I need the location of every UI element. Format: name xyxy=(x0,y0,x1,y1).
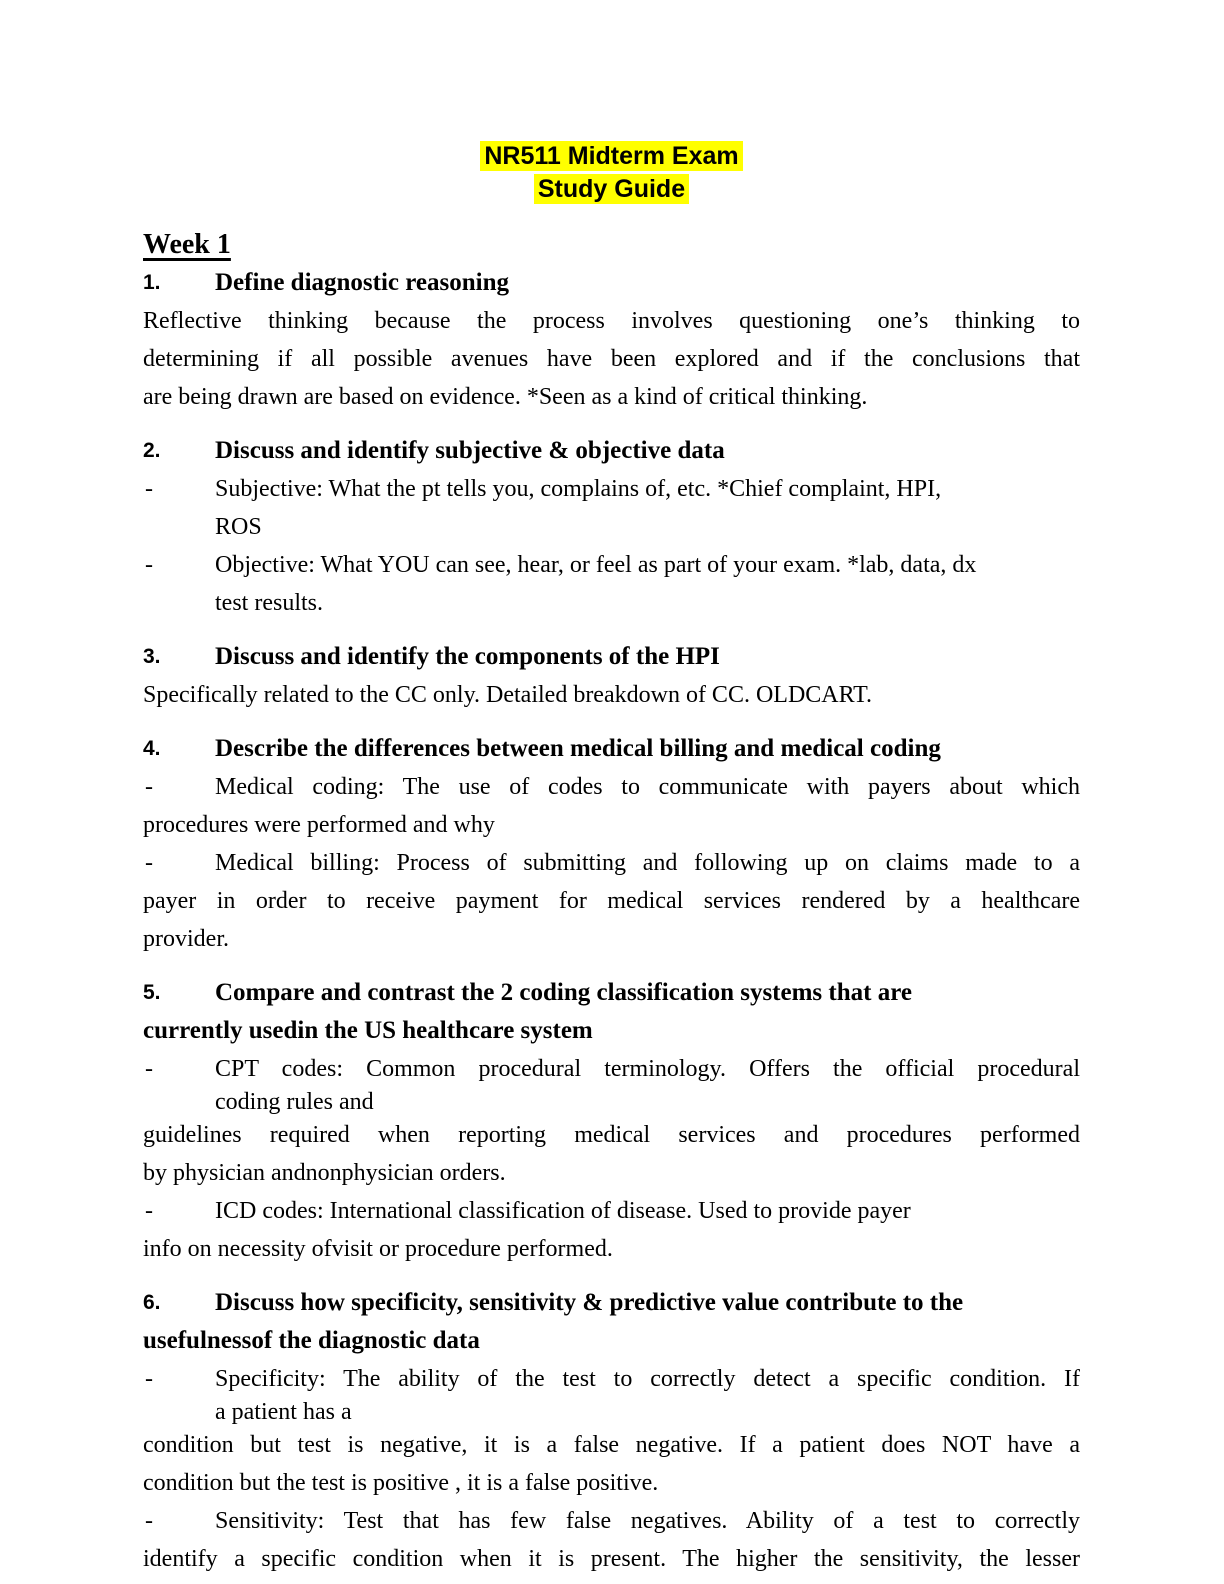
title-highlight-1: NR511 Midterm Exam xyxy=(480,141,742,171)
bullet-dash: - xyxy=(145,476,153,502)
line-text: determining if all possible avenues have been explored and if the conclusions that xyxy=(143,346,1080,372)
heading-text: Compare and contrast the 2 coding classification systems that are xyxy=(215,979,912,1006)
bullet-dash: - xyxy=(145,850,153,876)
text-line xyxy=(143,1426,1080,1464)
title-line-2 xyxy=(143,173,1080,206)
line-text: payer in order to receive payment for medical services rendered by a healthcare xyxy=(143,888,1080,914)
line-text: ROS xyxy=(215,514,262,540)
line-text: procedures were performed and why xyxy=(143,812,495,838)
bullet-dash: - xyxy=(145,1056,153,1082)
text-line xyxy=(143,340,1080,378)
document-section-1 xyxy=(143,264,1080,416)
text-line xyxy=(143,302,1080,340)
heading-text: currently usedin the US healthcare system xyxy=(143,1017,593,1044)
text-line xyxy=(143,470,1080,508)
heading-text: Discuss and identify subjective & objective data xyxy=(215,437,725,464)
line-text: provider. xyxy=(143,926,229,952)
text-line xyxy=(143,1116,1080,1154)
text-line xyxy=(143,676,1080,714)
line-text: identify a specific condition when it is present. The higher the sensitivity, the lesser xyxy=(143,1546,1080,1572)
text-line xyxy=(143,1398,1080,1426)
line-text: Specifically related to the CC only. Detailed breakdown of CC. OLDCART. xyxy=(143,682,873,708)
text-line xyxy=(143,882,1080,920)
line-text: CPT codes: Common procedural terminology. Offers the official procedural xyxy=(215,1056,1080,1082)
document-section-5 xyxy=(143,974,1080,1268)
text-line xyxy=(143,546,1080,584)
section-heading-line xyxy=(143,264,1080,302)
line-text: coding rules and xyxy=(215,1089,374,1115)
line-text: guidelines required when reporting medical services and procedures performed xyxy=(143,1122,1080,1148)
section-number: 4. xyxy=(143,737,161,760)
text-line xyxy=(143,1540,1080,1578)
line-text: condition but the test is positive , it is a false positive. xyxy=(143,1470,659,1496)
line-text: Reflective thinking because the process involves questioning one’s thinking to xyxy=(143,308,1080,334)
heading-text: Describe the differences between medical billing and medical coding xyxy=(215,735,941,762)
text-line xyxy=(143,508,1080,546)
text-line xyxy=(143,584,1080,622)
document-section-3 xyxy=(143,638,1080,714)
section-number: 5. xyxy=(143,981,161,1004)
section-heading-line xyxy=(143,1284,1080,1322)
bullet-dash: - xyxy=(145,552,153,578)
heading-text: Discuss how specificity, sensitivity & predictive value contribute to the xyxy=(215,1289,964,1316)
line-text: Subjective: What the pt tells you, complains of, etc. *Chief complaint, HPI, xyxy=(215,476,942,502)
text-line xyxy=(143,1502,1080,1540)
line-text: Medical billing: Process of submitting and following up on claims made to a xyxy=(215,850,1080,876)
document-title xyxy=(143,140,1080,206)
section-heading-line xyxy=(143,638,1080,676)
week-heading: Week 1 xyxy=(143,229,231,260)
text-line xyxy=(143,1230,1080,1268)
heading-text: Discuss and identify the components of the HPI xyxy=(215,643,720,670)
section-number: 6. xyxy=(143,1291,161,1314)
line-text: a patient has a xyxy=(215,1399,352,1425)
section-heading-line xyxy=(143,974,1080,1012)
heading-text: usefulnessof the diagnostic data xyxy=(143,1327,480,1354)
bullet-dash: - xyxy=(145,1366,153,1392)
line-text: by physician andnonphysician orders. xyxy=(143,1160,506,1186)
section-number: 3. xyxy=(143,645,161,668)
section-heading-line xyxy=(143,1322,1080,1360)
line-text: test results. xyxy=(215,590,323,616)
text-line xyxy=(143,920,1080,958)
line-text: info on necessity ofvisit or procedure performed. xyxy=(143,1236,613,1262)
bullet-dash: - xyxy=(145,1508,153,1534)
line-text: are being drawn are based on evidence. *Seen as a kind of critical thinking. xyxy=(143,384,868,410)
text-line xyxy=(143,1088,1080,1116)
line-text: Medical coding: The use of codes to communicate with payers about which xyxy=(215,774,1080,800)
bullet-dash: - xyxy=(145,774,153,800)
heading-text: Define diagnostic reasoning xyxy=(215,269,509,296)
section-heading-line xyxy=(143,1012,1080,1050)
document-section-6 xyxy=(143,1284,1080,1578)
line-text: ICD codes: International classification of disease. Used to provide payer xyxy=(215,1198,911,1224)
section-number: 1. xyxy=(143,271,161,294)
title-highlight-2: Study Guide xyxy=(534,174,689,204)
text-line xyxy=(143,1050,1080,1088)
bullet-dash: - xyxy=(145,1198,153,1224)
line-text: condition but test is negative, it is a false negative. If a patient does NOT have a xyxy=(143,1432,1080,1458)
text-line xyxy=(143,768,1080,806)
text-line xyxy=(143,378,1080,416)
text-line xyxy=(143,844,1080,882)
document-section-4 xyxy=(143,730,1080,958)
text-line xyxy=(143,1464,1080,1502)
document-section-2 xyxy=(143,432,1080,622)
text-line xyxy=(143,1154,1080,1192)
text-line xyxy=(143,1192,1080,1230)
section-number: 2. xyxy=(143,439,161,462)
line-text: Sensitivity: Test that has few false negatives. Ability of a test to correctly xyxy=(215,1508,1080,1534)
title-line-1 xyxy=(143,140,1080,173)
sections-container xyxy=(143,264,1080,1578)
line-text: Objective: What YOU can see, hear, or feel as part of your exam. *lab, data, dx xyxy=(215,552,977,578)
section-heading-line xyxy=(143,730,1080,768)
text-line xyxy=(143,806,1080,844)
section-heading-line xyxy=(143,432,1080,470)
text-line xyxy=(143,1360,1080,1398)
line-text: Specificity: The ability of the test to correctly detect a specific condition. If xyxy=(215,1366,1080,1392)
